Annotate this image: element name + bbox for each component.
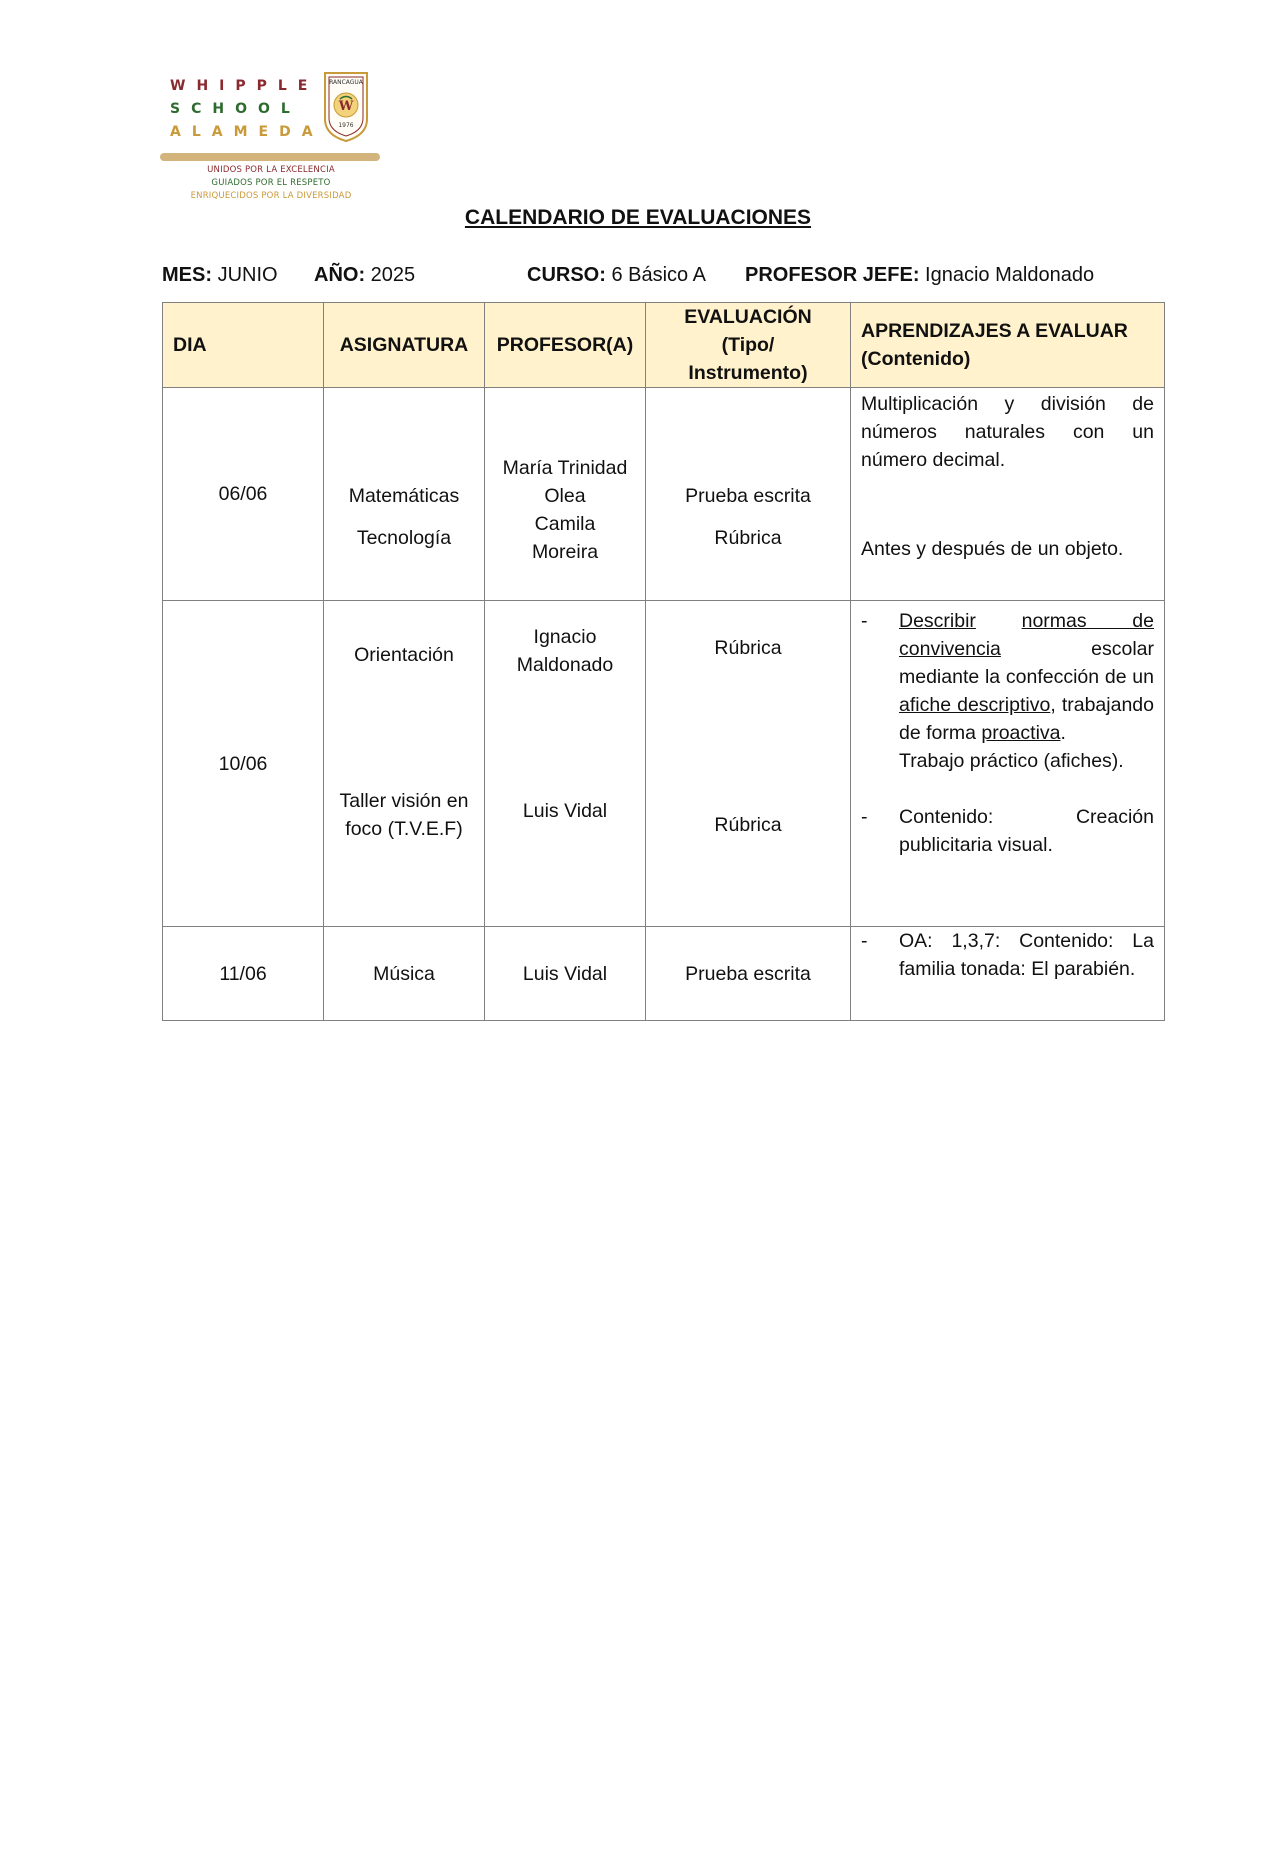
logo-word-alameda: ALAMEDA bbox=[170, 124, 324, 140]
meta-profesor-label: PROFESOR JEFE: bbox=[745, 264, 920, 286]
cell-aprendizajes bbox=[851, 388, 1165, 601]
cell-dia: 11/06 bbox=[163, 927, 324, 1021]
meta-profesor-jefe bbox=[745, 264, 1094, 287]
header-profesor: PROFESOR(A) bbox=[485, 303, 646, 388]
meta-curso-value: 6 Básico A bbox=[611, 264, 706, 286]
cell-dia: 10/06 bbox=[163, 601, 324, 927]
aprendizaje-item bbox=[861, 803, 1154, 859]
header-aprendizajes bbox=[851, 303, 1165, 388]
table-row bbox=[163, 927, 1165, 1021]
list-dash: - bbox=[861, 806, 868, 828]
meta-curso-label: CURSO: bbox=[527, 264, 606, 286]
evaluacion-item: Rúbrica bbox=[714, 527, 782, 549]
svg-text:1976: 1976 bbox=[338, 122, 354, 129]
aprendizaje-item bbox=[861, 607, 1154, 747]
logo-word-school: SCHOOL bbox=[170, 101, 301, 117]
profesor-item: María Trinidad Olea bbox=[502, 457, 628, 507]
svg-text:W: W bbox=[338, 99, 354, 114]
page-title: CALENDARIO DE EVALUACIONES bbox=[464, 206, 812, 229]
cell-evaluacion bbox=[646, 601, 851, 927]
header-evaluacion bbox=[646, 303, 851, 388]
aprendizaje-text-part: escolar mediante la confección de un bbox=[899, 638, 1154, 688]
asignatura-item: Taller visión en foco (T.V.E.F) bbox=[339, 790, 469, 840]
asignatura-item: Orientación bbox=[354, 644, 454, 666]
aprendizaje-text-part: . bbox=[1060, 722, 1066, 744]
meta-curso bbox=[527, 264, 706, 287]
aprendizaje-item: Multiplicación y división de números naturales con un número decimal. bbox=[861, 393, 1154, 471]
asignatura-item: Tecnología bbox=[356, 527, 452, 549]
header-aprendizajes-line2: (Contenido) bbox=[861, 348, 971, 370]
svg-text:RANCAGUA: RANCAGUA bbox=[329, 79, 363, 86]
cell-aprendizajes bbox=[851, 601, 1165, 927]
meta-profesor-value: Ignacio Maldonado bbox=[925, 264, 1095, 286]
profesor-item: Luis Vidal bbox=[522, 800, 608, 822]
meta-anio-value: 2025 bbox=[370, 264, 416, 286]
meta-mes-value: JUNIO bbox=[217, 264, 278, 286]
header-evaluacion-line3: Instrumento) bbox=[688, 362, 808, 384]
cell-profesor: Luis Vidal bbox=[485, 927, 646, 1021]
underlined-term: proactiva bbox=[981, 722, 1061, 744]
header-asignatura: ASIGNATURA bbox=[324, 303, 485, 388]
cell-evaluacion bbox=[646, 388, 851, 601]
profesor-item: Ignacio Maldonado bbox=[516, 626, 614, 676]
underlined-term: afiche descriptivo bbox=[899, 694, 1051, 716]
meta-mes bbox=[162, 264, 278, 287]
logo-motto-1: UNIDOS POR LA EXCELENCIA bbox=[207, 165, 335, 175]
meta-mes-label: MES: bbox=[162, 264, 212, 286]
aprendizaje-item bbox=[861, 927, 1154, 983]
cell-asignatura bbox=[324, 388, 485, 601]
table-header-row bbox=[163, 303, 1165, 388]
school-logo bbox=[160, 68, 382, 203]
cell-evaluacion: Prueba escrita bbox=[646, 927, 851, 1021]
evaluation-table bbox=[162, 302, 1165, 1021]
cell-aprendizajes bbox=[851, 927, 1165, 1021]
meta-anio-label: AÑO: bbox=[314, 264, 366, 286]
aprendizaje-text bbox=[899, 607, 1154, 747]
table-row bbox=[163, 601, 1165, 927]
evaluacion-item: Rúbrica bbox=[714, 637, 782, 659]
underlined-term: Describir bbox=[899, 610, 976, 632]
cell-asignatura: Música bbox=[324, 927, 485, 1021]
aprendizaje-text-part: , trabajando de forma bbox=[899, 694, 1154, 744]
header-evaluacion-line1: EVALUACIÓN bbox=[684, 306, 812, 328]
logo-word-whipple: WHIPPLE bbox=[170, 78, 319, 94]
header-dia: DIA bbox=[163, 303, 324, 388]
logo-bar bbox=[160, 153, 380, 161]
evaluacion-item: Rúbrica bbox=[714, 814, 782, 836]
header-aprendizajes-line1: APRENDIZAJES A EVALUAR bbox=[861, 320, 1128, 342]
list-dash: - bbox=[861, 610, 868, 632]
evaluacion-item: Prueba escrita bbox=[685, 485, 811, 507]
school-crest-icon bbox=[323, 71, 369, 143]
aprendizaje-text: Contenido: Creación publicitaria visual. bbox=[899, 806, 1154, 856]
cell-profesor bbox=[485, 388, 646, 601]
aprendizaje-item: Antes y después de un objeto. bbox=[861, 538, 1124, 560]
list-dash: - bbox=[861, 930, 868, 952]
cell-dia: 06/06 bbox=[163, 388, 324, 601]
logo-motto-3: ENRIQUECIDOS POR LA DIVERSIDAD bbox=[190, 191, 352, 201]
profesor-item: Camila Moreira bbox=[531, 513, 599, 563]
table-row bbox=[163, 388, 1165, 601]
underlined-term: normas de convivencia bbox=[899, 610, 1154, 660]
aprendizaje-text: OA: 1,3,7: Contenido: La familia tonada: El parabién. bbox=[899, 930, 1154, 980]
aprendizaje-extra: Trabajo práctico (afiches). bbox=[899, 750, 1124, 772]
header-evaluacion-line2: (Tipo/ bbox=[721, 334, 775, 356]
asignatura-item: Matemáticas bbox=[348, 485, 460, 507]
cell-asignatura bbox=[324, 601, 485, 927]
logo-motto-2: GUIADOS POR EL RESPETO bbox=[211, 178, 331, 188]
meta-anio bbox=[314, 264, 415, 287]
cell-profesor bbox=[485, 601, 646, 927]
